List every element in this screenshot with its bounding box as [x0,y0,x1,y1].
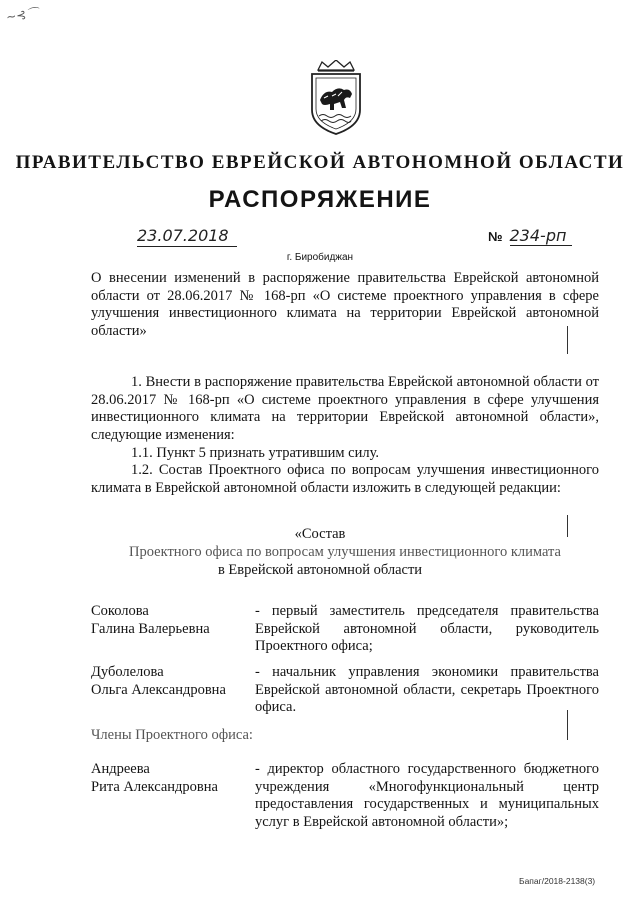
margin-scribble: ~⊰⌒ [5,5,40,25]
person-entry [91,664,599,717]
person-surname: Соколова [91,603,149,619]
person-given-name: Ольга Александровна [91,681,226,698]
city-line: г. Биробиджан [286,252,354,263]
person-given-name: Рита Александровна [91,778,218,795]
document-date: 23.07.2018 [137,226,237,247]
document-number [488,226,572,246]
person-surname: Дуболелова [91,664,164,680]
person-name [91,761,255,831]
composition-region: в Еврейской автономной области [217,562,423,578]
scan-mark [567,515,568,537]
number-prefix: № [488,229,503,244]
composition-subheading: Проектного офиса по вопросам улучшения инвестиционного климата [129,544,561,560]
person-role: - первый заместитель председателя правительства Еврейской автономной области, руководитель Проектного офиса; [255,603,599,654]
scan-mark [567,710,568,740]
composition-heading: «Состав [294,526,346,542]
person-given-name: Галина Валерьевна [91,620,210,637]
item-1-intro: 1. Внести в распоряжение правительства Еврейской автономной области от 28.06.2017 № 168-рп «О системе проектного управления в сфере улучшения инвестиционного климата на территории Еврейской автономной области», следующие изменения: [91,374,599,443]
person-name [91,603,255,656]
members-heading: Члены Проектного офиса: [91,727,253,743]
document-subject: О внесении изменений в распоряжение правительства Еврейской автономной области от 28.06.2017 № 168-рп «О системе проектного управления в сфере улучшения инвестиционного климата на территории Еврейской автономной области» [91,270,599,339]
person-entry [91,603,599,656]
footer-code: Бапаг/2018-2138(3) [519,876,596,886]
person-role: - директор областного государственного бюджетного учреждения «Многофункциональный центр предоставления государственных и муниципальных услуг в Еврейской автономной области»; [255,761,599,830]
scan-mark [567,326,568,354]
person-role: - начальник управления экономики правительства Еврейской автономной области, секретарь Проектного офиса. [255,664,599,715]
government-title: ПРАВИТЕЛЬСТВО ЕВРЕЙСКОЙ АВТОНОМНОЙ ОБЛАСТИ [15,152,625,173]
person-entry [91,761,599,831]
number-value: 234-рп [510,226,572,246]
item-1-2: 1.2. Состав Проектного офиса по вопросам улучшения инвестиционного климата в Еврейской автономной области изложить в следующей редакции: [91,462,599,496]
item-1-1: 1.1. Пункт 5 признать утратившим силу. [131,445,380,461]
coat-of-arms-emblem [306,60,366,136]
document-type: РАСПОРЯЖЕНИЕ [208,186,432,213]
person-name [91,664,255,717]
person-surname: Андреева [91,761,150,777]
